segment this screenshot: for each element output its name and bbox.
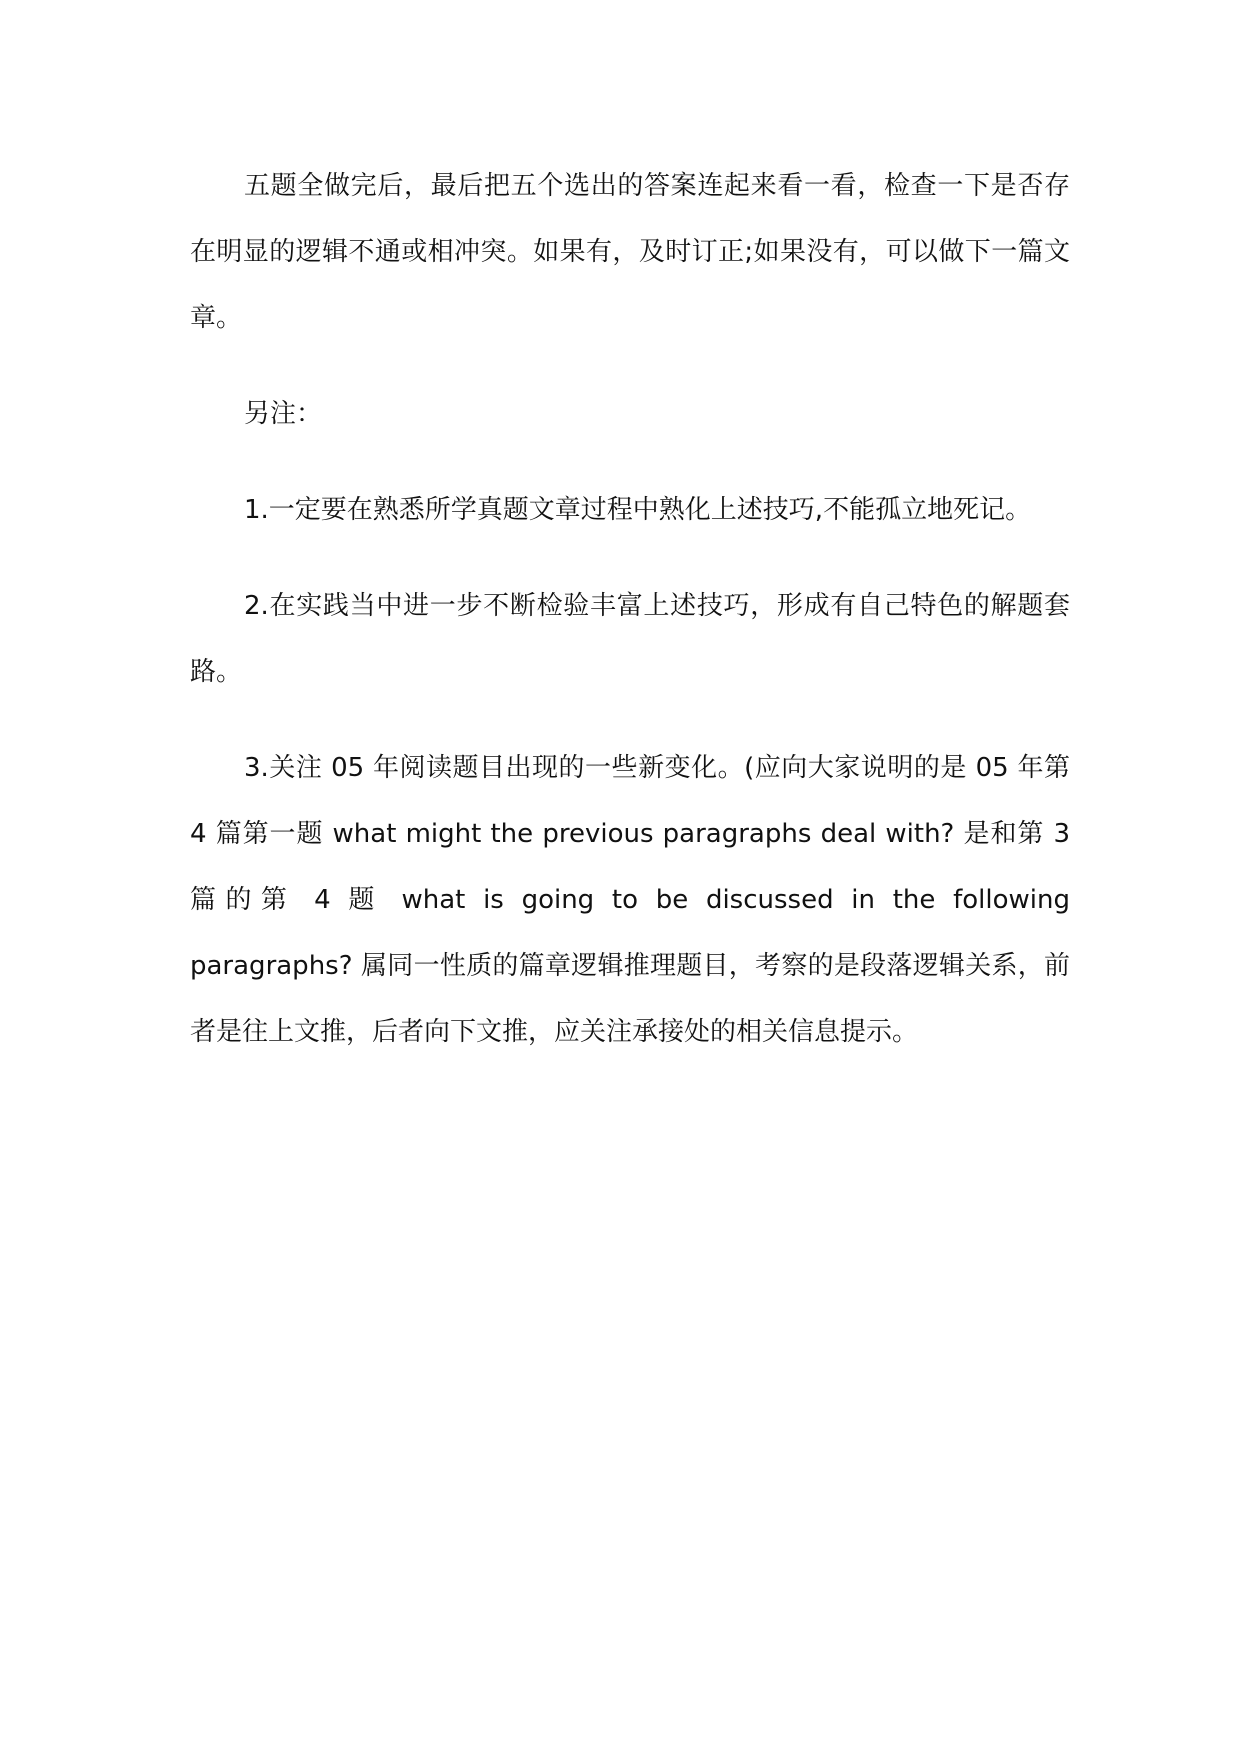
paragraph-note-1: 1.一定要在熟悉所学真题文章过程中熟化上述技巧,不能孤立地死记。 (244, 495, 1032, 525)
paragraph-note-3: 3.关注 05 年阅读题目出现的一些新变化。(应向大家说明的是 05 年第 4 篇第一题 what might the previous paragraphs deal with? 是和第 3 篇的第 4 题 what is going to be discussed in the following paragraphs? 属同一性质的篇章逻辑推理题目，考察的是段落逻辑关系，前者是往上文推，后者向下文推，应关注承接处的相关信息提示。 (190, 753, 1070, 1047)
document-body (190, 153, 1070, 1065)
paragraph-note-2: 2.在实践当中进一步不断检验丰富上述技巧，形成有自己特色的解题套路。 (190, 591, 1070, 687)
paragraph-notes-heading: 另注： (244, 399, 323, 429)
paragraph-check-answers: 五题全做完后，最后把五个选出的答案连起来看一看，检查一下是否存在明显的逻辑不通或相冲突。如果有，及时订正;如果没有，可以做下一篇文章。 (190, 171, 1070, 333)
